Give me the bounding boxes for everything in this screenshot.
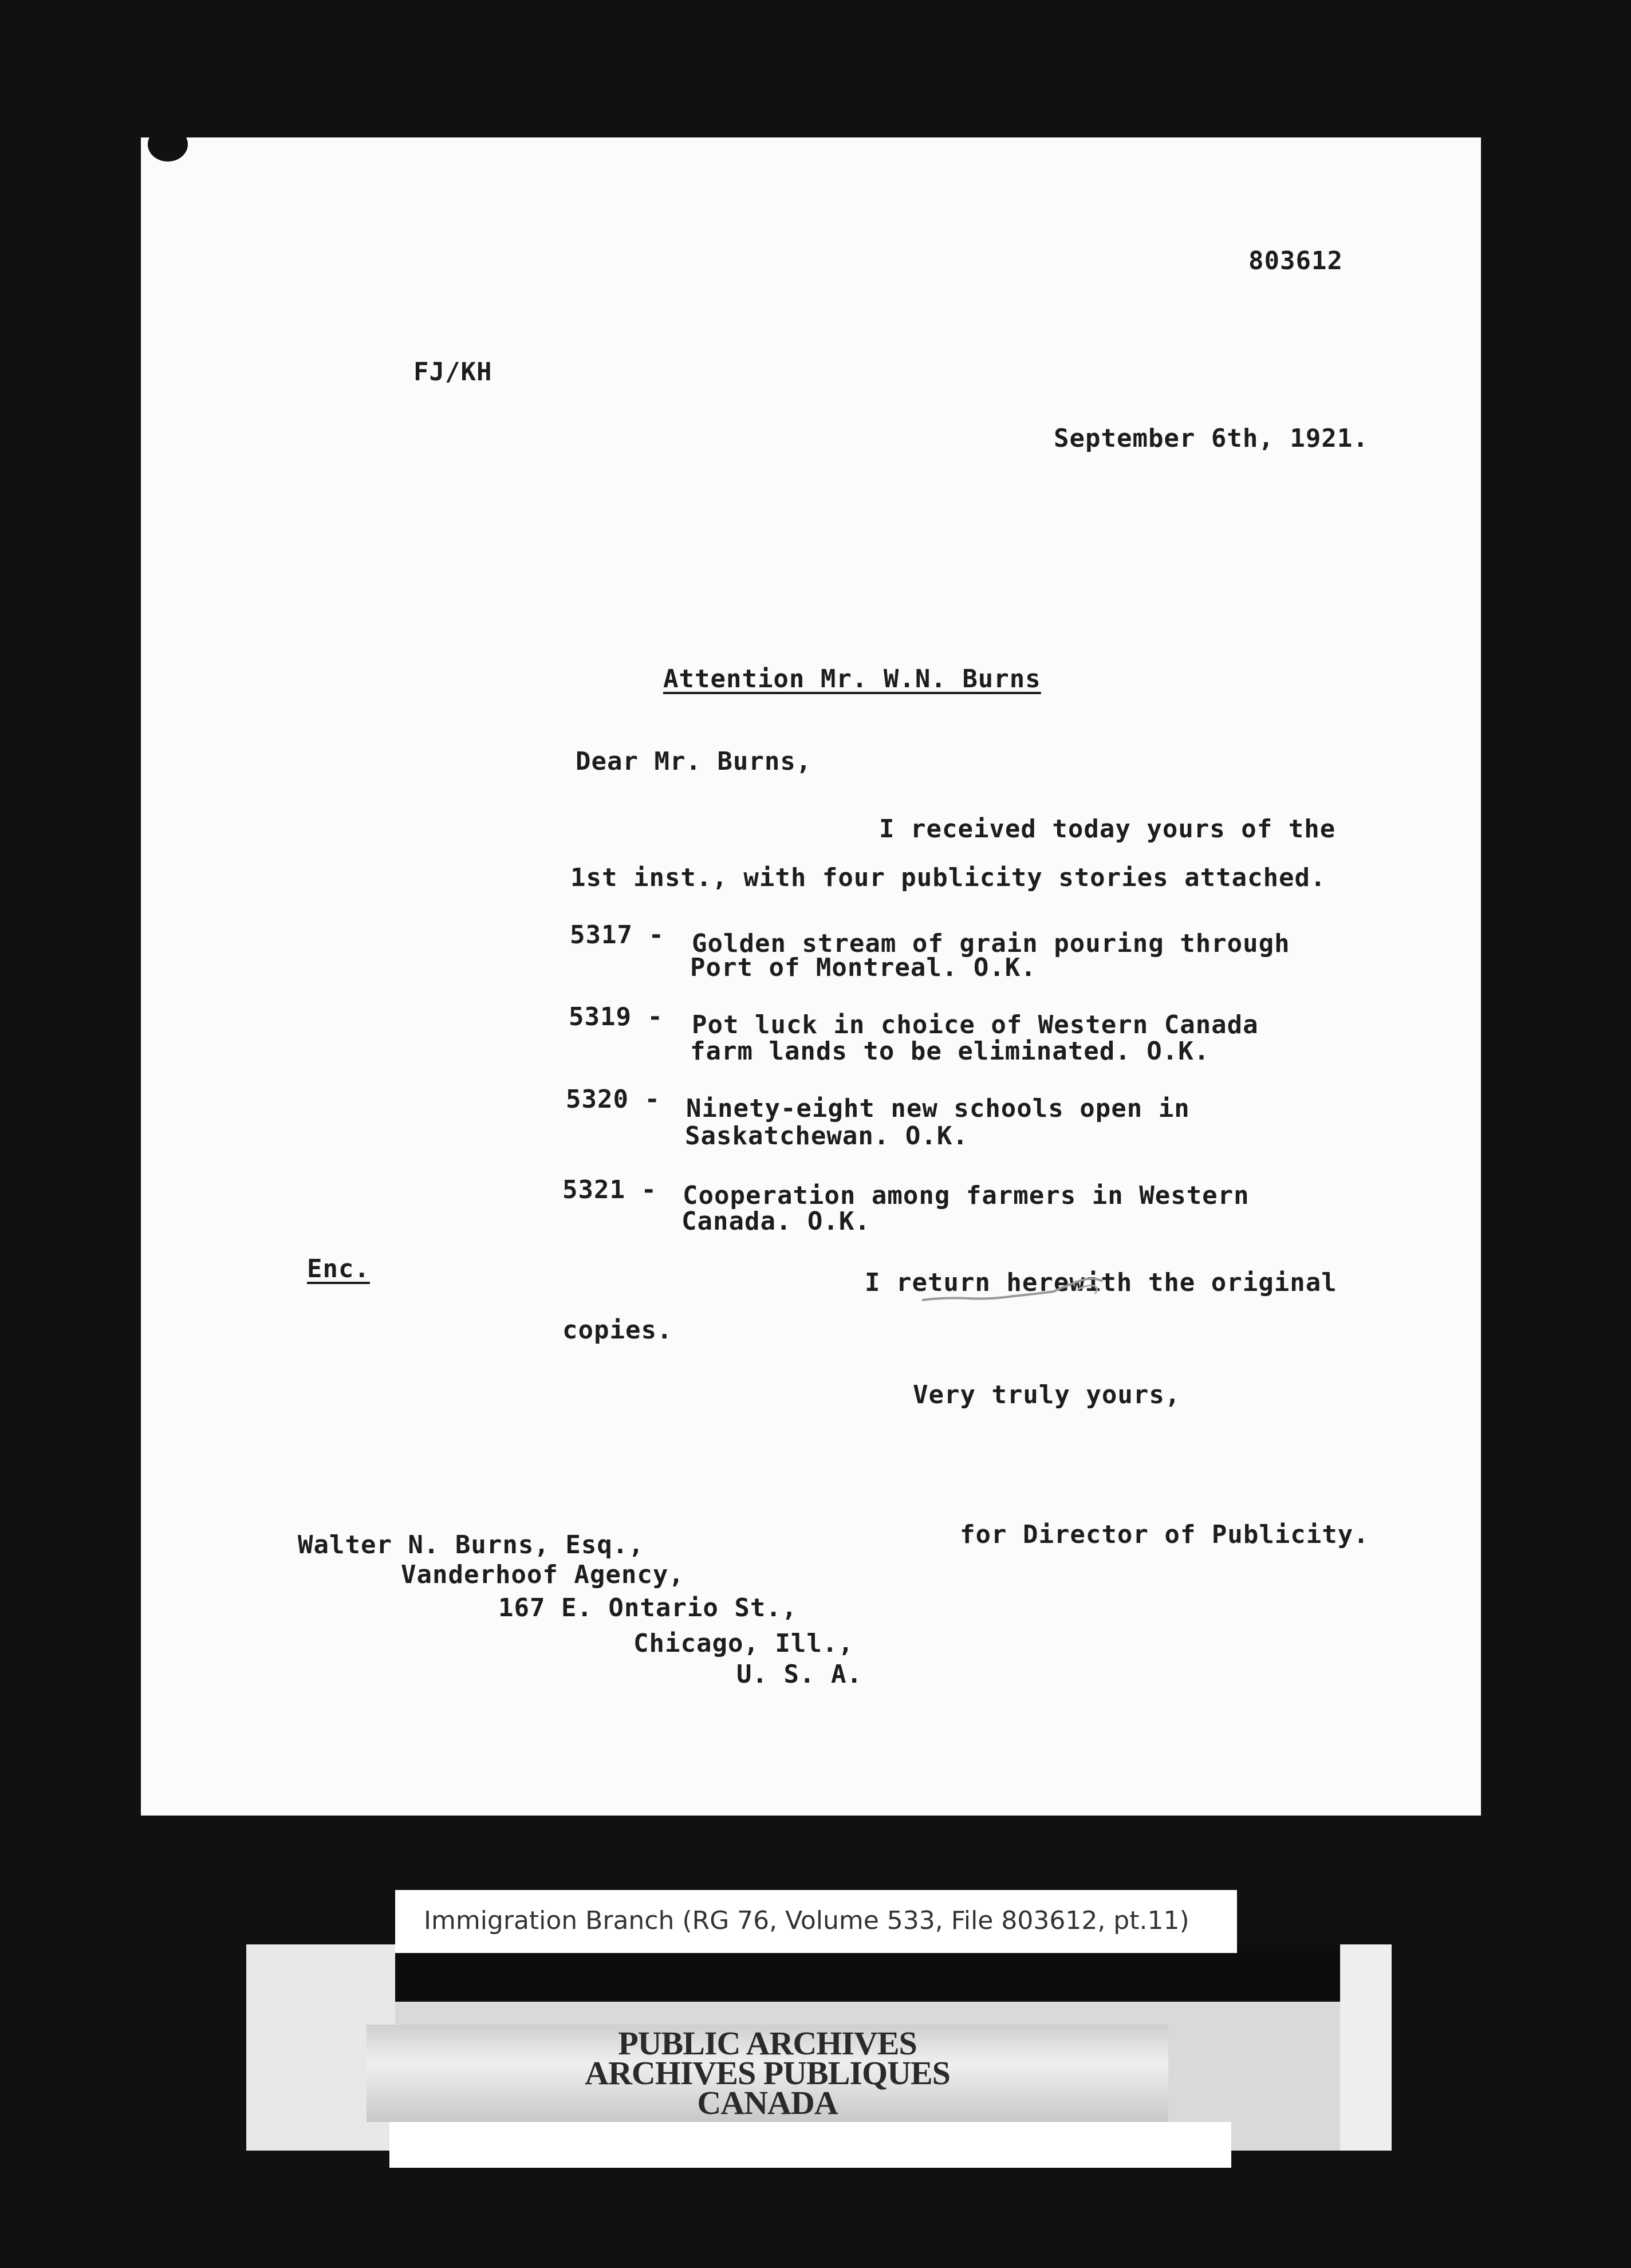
address-line-5: U. S. A. bbox=[736, 1660, 862, 1689]
paragraph-2-line-1: I return herewith the original bbox=[865, 1268, 1337, 1297]
handwritten-signature bbox=[911, 1269, 1128, 1309]
story-title-line-1: Golden stream of grain pouring through bbox=[692, 929, 1290, 958]
story-number: 5317 - bbox=[570, 920, 664, 950]
address-line-1: Walter N. Burns, Esq., bbox=[298, 1530, 644, 1560]
story-title-line-1: Ninety-eight new schools open in bbox=[686, 1094, 1190, 1123]
story-title-line-2: farm lands to be eliminated. O.K. bbox=[690, 1037, 1210, 1066]
archive-caption: Immigration Branch (RG 76, Volume 533, File 803612, pt.11) bbox=[424, 1906, 1189, 1935]
attention-line: Attention Mr. W.N. Burns bbox=[663, 664, 1041, 694]
archive-caption-label bbox=[395, 1890, 1237, 1953]
closing: Very truly yours, bbox=[913, 1380, 1181, 1409]
stamp-edge-right bbox=[1340, 1944, 1392, 2151]
signature-block: for Director of Publicity. bbox=[960, 1520, 1369, 1549]
stamp-shadow bbox=[395, 1944, 1340, 2002]
stamp-line-2: ARCHIVES PUBLIQUES bbox=[585, 2054, 950, 2092]
story-title-line-2: Canada. O.K. bbox=[681, 1207, 870, 1236]
reference-initials: FJ/KH bbox=[413, 357, 493, 387]
paragraph-1-line-2: 1st inst., with four publicity stories attached. bbox=[570, 863, 1326, 892]
stamp-lower-strip bbox=[389, 2122, 1231, 2168]
enclosure-note: Enc. bbox=[307, 1254, 370, 1283]
address-line-3: 167 E. Ontario St., bbox=[498, 1593, 798, 1623]
story-title-line-1: Pot luck in choice of Western Canada bbox=[692, 1010, 1259, 1040]
paragraph-2-line-2: copies. bbox=[562, 1316, 673, 1345]
letter-date: September 6th, 1921. bbox=[1054, 424, 1369, 453]
salutation: Dear Mr. Burns, bbox=[576, 747, 812, 776]
story-title-line-1: Cooperation among farmers in Western bbox=[683, 1181, 1250, 1210]
story-number: 5321 - bbox=[562, 1175, 657, 1204]
archive-stamp-backing bbox=[246, 1944, 1392, 2151]
archive-stamp bbox=[367, 2025, 1168, 2122]
story-number: 5320 - bbox=[566, 1085, 660, 1114]
story-number: 5319 - bbox=[569, 1002, 663, 1031]
stamp-line-1: PUBLIC ARCHIVES bbox=[618, 2025, 917, 2062]
ink-blot bbox=[148, 127, 188, 162]
story-title-line-2: Port of Montreal. O.K. bbox=[690, 953, 1037, 982]
story-title-line-2: Saskatchewan. O.K. bbox=[685, 1121, 968, 1151]
address-line-2: Vanderhoof Agency, bbox=[401, 1560, 684, 1589]
address-line-4: Chicago, Ill., bbox=[633, 1629, 854, 1658]
paragraph-1-line-1: I received today yours of the bbox=[879, 814, 1336, 844]
file-number: 803612 bbox=[1248, 246, 1343, 275]
stamp-line-3: CANADA bbox=[697, 2084, 838, 2121]
